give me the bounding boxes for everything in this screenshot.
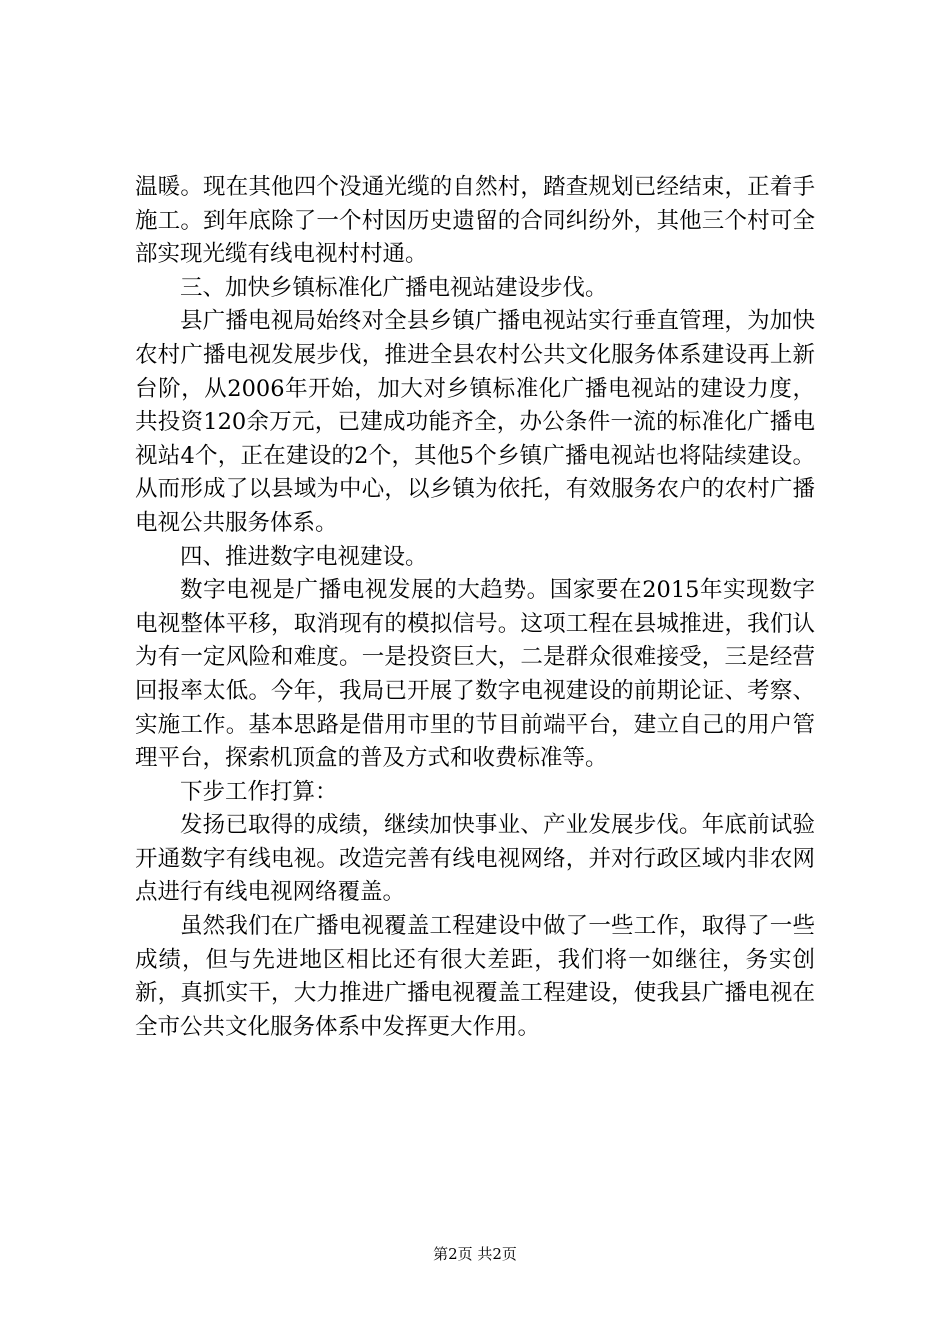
paragraph-township-stations: 县广播电视局始终对全县乡镇广播电视站实行垂直管理，为加快农村广播电视发展步伐，推进全县农村公共文化服务体系建设再上新台阶，从2006年开始，加大对乡镇标准化广播电视站的建设力度，共投资120余万元，已建成功能齐全，办公条件一流的标准化广播电视站4个，正在建设的2个，其他5个乡镇广播电视站也将陆续建设。从而形成了以县域为中心，以乡镇为依托，有效服务农户的农村广播电视公共服务体系。 (135, 308, 815, 536)
paragraph-digital-tv: 数字电视是广播电视发展的大趋势。国家要在2015年实现数字电视整体平移，取消现有的模拟信号。这项工程在县城推进，我们认为有一定风险和难度。一是投资巨大，二是群众很难接受，三是经营回报率太低。今年，我局已开展了数字电视建设的前期论证、考察、实施工作。基本思路是借用市里的节目前端平台，建立自己的用户管理平台，探索机顶盒的普及方式和收费标准等。 (135, 577, 815, 772)
section-heading-3: 三、加快乡镇标准化广播电视站建设步伐。 (180, 274, 608, 301)
page-footer (0, 1244, 950, 1264)
paragraph-conclusion: 虽然我们在广播电视覆盖工程建设中做了一些工作，取得了一些成绩，但与先进地区相比还有很大差距，我们将一如继往，务实创新，真抓实干，大力推进广播电视覆盖工程建设，使我县广播电视在全市公共文化服务体系中发挥更大作用。 (135, 913, 815, 1040)
paragraph-next-steps: 发扬已取得的成绩，继续加快事业、产业发展步伐。年底前试验开通数字有线电视。改造完善有线电视网络，并对行政区域内非农网点进行有线电视网络覆盖。 (135, 812, 815, 906)
paragraph-continuation: 温暖。现在其他四个没通光缆的自然村，踏查规划已经结束，正着手施工。到年底除了一个村因历史遗留的合同纠纷外，其他三个村可全部实现光缆有线电视村村通。 (135, 174, 815, 268)
section-heading-next-steps: 下步工作打算： (180, 778, 338, 805)
section-heading-4: 四、推进数字电视建设。 (180, 543, 428, 570)
document-body (135, 171, 815, 1044)
page-number-label: 第2页 共2页 (433, 1245, 517, 1263)
